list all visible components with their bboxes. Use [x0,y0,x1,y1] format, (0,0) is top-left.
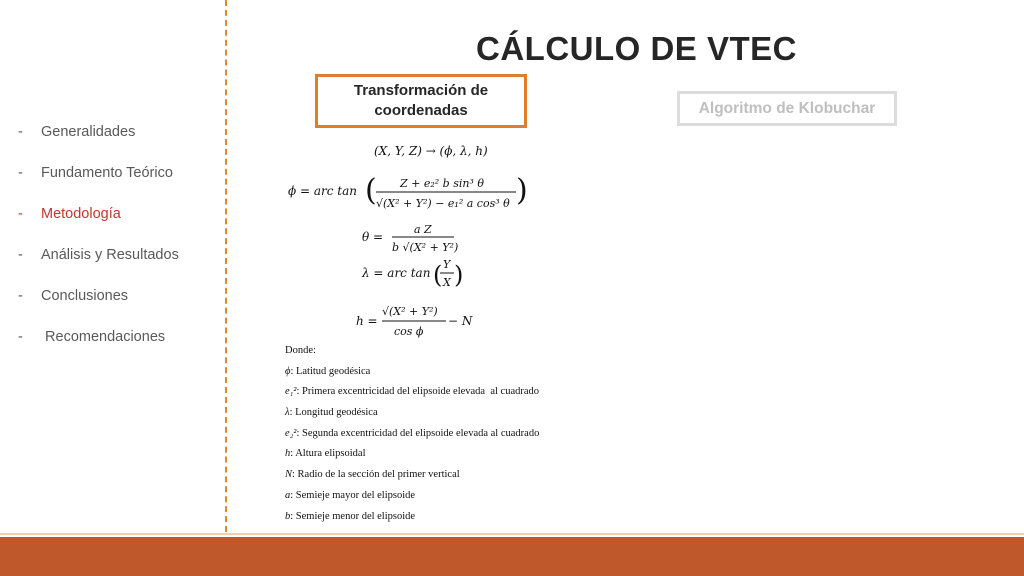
definition-symbol: ϕ [285,365,291,377]
formula-theta-numerator: a Z [414,223,432,236]
definition-text: : Radio de la sección del primer vertical [292,469,460,481]
definition-item [285,366,539,387]
page-title: CÁLCULO DE VTEC [476,30,797,67]
formula-lambda-lhs: λ = arc tan [362,266,431,280]
formula-mapping: (X, Y, Z) → (ϕ, λ, h) [374,144,488,158]
definition-symbol: λ [285,407,290,419]
definition-text: : Longitud geodésica [289,407,378,419]
definition-item [285,428,539,449]
definition-item [285,490,539,511]
formula-lambda-denominator: X [443,276,451,289]
algoritmo-klobuchar-box[interactable] [677,91,897,126]
definition-text: : Segunda excentricidad del elipsoide elevada al cuadrado [296,427,540,439]
formula-phi-lhs: ϕ = arc tan [288,184,357,198]
nav-item-label: Conclusiones [41,288,129,304]
formula-h-rhs: − N [448,314,473,328]
nav-item-label: Recomendaciones [41,329,166,345]
formula-phi-paren-right: ) [516,173,528,208]
nav-item-analisis-resultados[interactable] [18,247,179,288]
formula-theta-lhs: θ = [362,230,384,244]
definition-text: : Latitud geodésica [290,365,371,377]
formula-lambda-paren-left: ( [433,261,443,289]
box-label: Transformación de coordenadas [353,82,489,119]
nav-item-metodologia[interactable] [18,206,179,247]
definition-text: : Primera excentricidad del elipsoide elevada al cuadrado [296,386,540,398]
transformacion-coordenadas-box[interactable] [315,74,527,128]
definitions-list [285,345,539,531]
formulas-block [288,137,548,347]
nav-item-conclusiones[interactable] [18,288,179,329]
definition-symbol: e₂² [285,427,297,439]
definition-symbol: N [285,469,293,481]
nav-dash: - [18,288,23,304]
formula-phi-numerator: Z + e₂² b sin³ θ [400,177,484,190]
divider-dashed-line [225,0,227,532]
formula-phi-paren-left: ( [365,173,377,208]
formula-h-denominator: cos ϕ [394,325,424,338]
nav-dash: - [18,329,23,345]
footer-divider [0,533,1024,535]
definition-item [285,386,539,407]
nav-item-fundamento-teorico[interactable] [18,165,179,206]
section-nav [18,124,179,370]
formula-lambda-paren-right: ) [454,261,464,289]
definition-symbol: b [285,510,291,522]
definition-symbol: h [285,448,291,460]
nav-dash: - [18,124,23,140]
definition-symbol: a [285,489,291,501]
definitions-header: Donde: [285,345,316,356]
footer-bar [0,537,1024,576]
nav-item-label: Fundamento Teórico [41,165,173,181]
nav-item-label: Análisis y Resultados [41,247,179,263]
definition-text: : Semieje menor del elipsoide [290,510,416,522]
formula-h-numerator: √(X² + Y²) [382,305,438,318]
nav-dash: - [18,165,23,181]
nav-item-label: Metodología [41,206,121,222]
definition-text: : Semieje mayor del elipsoide [290,489,416,501]
nav-item-label: Generalidades [41,124,136,140]
definition-symbol: e₁² [285,386,297,398]
nav-dash: - [18,247,23,263]
definition-item [285,448,539,469]
formula-theta-denominator: b √(X² + Y²) [392,241,459,254]
nav-dash: - [18,206,23,222]
box-label: Algoritmo de Klobuchar [698,99,876,117]
definition-item [285,511,539,532]
definition-text: : Altura elipsoidal [290,448,366,460]
definition-item [285,469,539,490]
formula-lambda-numerator: Y [443,258,451,271]
formula-phi-denominator: √(X² + Y²) − e₁² a cos³ θ [376,197,510,210]
definition-item [285,407,539,428]
formula-h-lhs: h = [356,314,378,328]
nav-item-recomendaciones[interactable] [18,329,179,370]
nav-item-generalidades[interactable] [18,124,179,165]
